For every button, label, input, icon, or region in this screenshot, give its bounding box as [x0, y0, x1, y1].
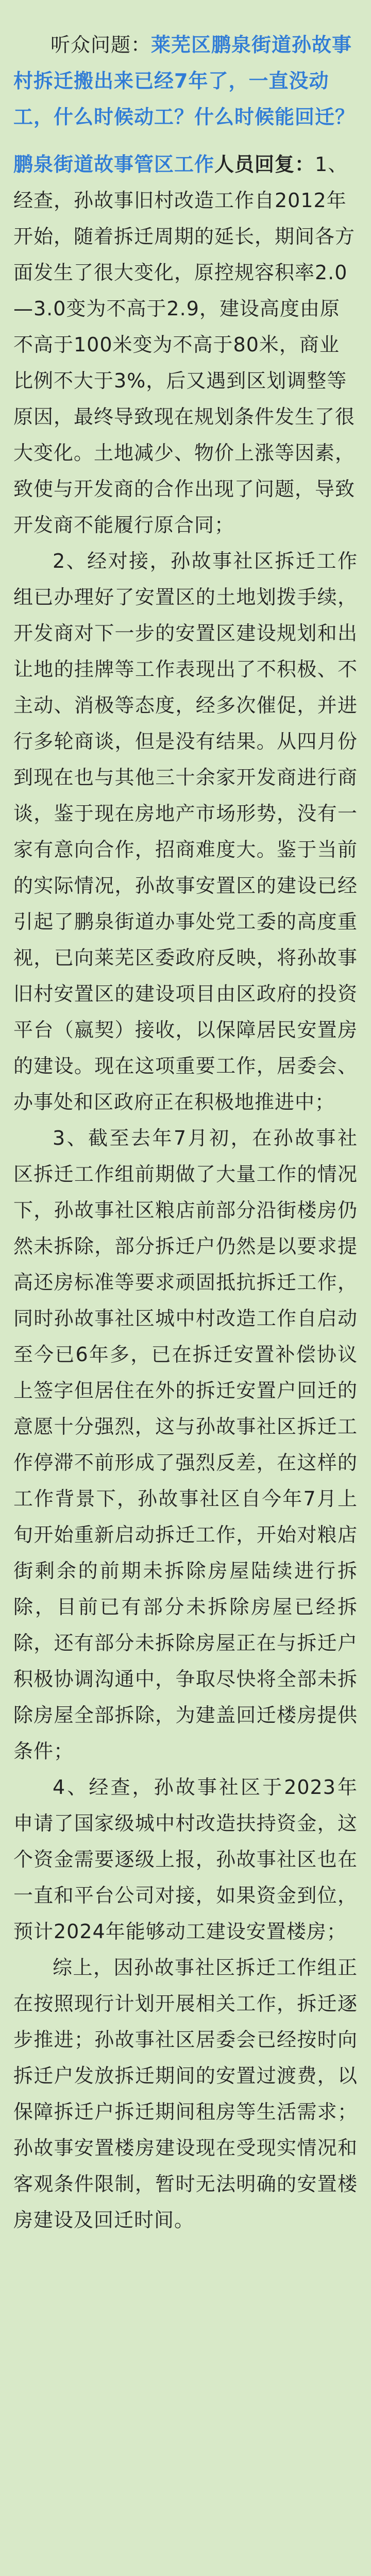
reply-summary: 综上，因孙故事社区拆迁工作组正在按照现行计划开展相关工作，拆迁逐步推进；孙故事社区居委会已经按时向拆迁户发放拆迁期间的安置过渡费，以保障拆迁户拆迁期间租房等生活需求；孙故事安置楼房建设现在受现实情况和客观条件限制，暂时无法明确的安置楼房建设及回迁时间。 — [13, 1956, 358, 2231]
reply-label: 人员回复： — [214, 153, 315, 176]
reply-point-1: 1、经查，孙故事旧村改造工作自2012年开始，随着拆迁周期的延长，期间各方面发生了很大变化，原控规容积率2.0—3.0变为不高于2.9，建设高度由原不高于100米变为不高于80米，商业比例不大于3%，后又遇到区划调整等原因，最终导致现在规划条件发生了很大变化。土地减少、物价上涨等因素，致使与开发商的合作出现了问题，导致开发商不能履行原合同； — [13, 153, 356, 536]
reply-first-paragraph — [13, 146, 358, 543]
question-text: 莱芜区鹏泉街道孙故事村拆迁搬出来已经7年了，一直没动工，什么时候动工？什么时候能回迁？ — [13, 33, 356, 128]
question-label: 听众问题： — [50, 33, 151, 56]
reply-point-3: 3、截至去年7月初，在孙故事社区拆迁工作组前期做了大量工作的情况下，孙故事社区粮店前部分沿街楼房仍然未拆除，部分拆迁户仍然是以要求提高还房标准等要求顽固抵抗拆迁工作，同时孙故事社区城中村改造工作自启动至今已6年多，已在拆迁安置补偿协议上签字但居住在外的拆迁安置户回迁的意愿十分强烈，这与孙故事社区拆迁工作停滞不前形成了强烈反差，在这样的工作背景下，孙故事社区自今年7月上旬开始重新启动拆迁工作，开始对粮店街剩余的前期未拆除房屋陆续进行拆除，目前已有部分未拆除房屋已经拆除，还有部分未拆除房屋正在与拆迁户积极协调沟通中，争取尽快将全部未拆除房屋全部拆除，为建盖回迁楼房提供条件； — [13, 1127, 358, 1762]
reply-point-2: 2、经对接，孙故事社区拆迁工作组已办理好了安置区的土地划拨手续，开发商对下一步的安置区建设规划和出让地的挂牌等工作表现出了不积极、不主动、消极等态度，经多次催促，并进行多轮商谈，但是没有结果。从四月份到现在也与其他三十余家开发商进行商谈，鉴于现在房地产市场形势，没有一家有意向合作，招商难度大。鉴于当前的实际情况，孙故事安置区的建设已经引起了鹏泉街道办事处党工委的高度重视，已向莱芜区委政府反映，将孙故事旧村安置区的建设项目由区政府的投资平台（嬴契）接收，以保障居民安置房的建设。现在这项重要工作，居委会、办事处和区政府正在积极地推进中； — [13, 550, 358, 1113]
listener-question — [13, 27, 358, 135]
reply-point-4: 4、经查，孙故事社区于2023年申请了国家级城中村改造扶持资金，这个资金需要逐级上报，孙故事社区也在一直和平台公司对接，如果资金到位，预计2024年能够动工建设安置楼房； — [13, 1776, 358, 1943]
reply-office: 鹏泉街道故事管区工作 — [13, 153, 215, 176]
